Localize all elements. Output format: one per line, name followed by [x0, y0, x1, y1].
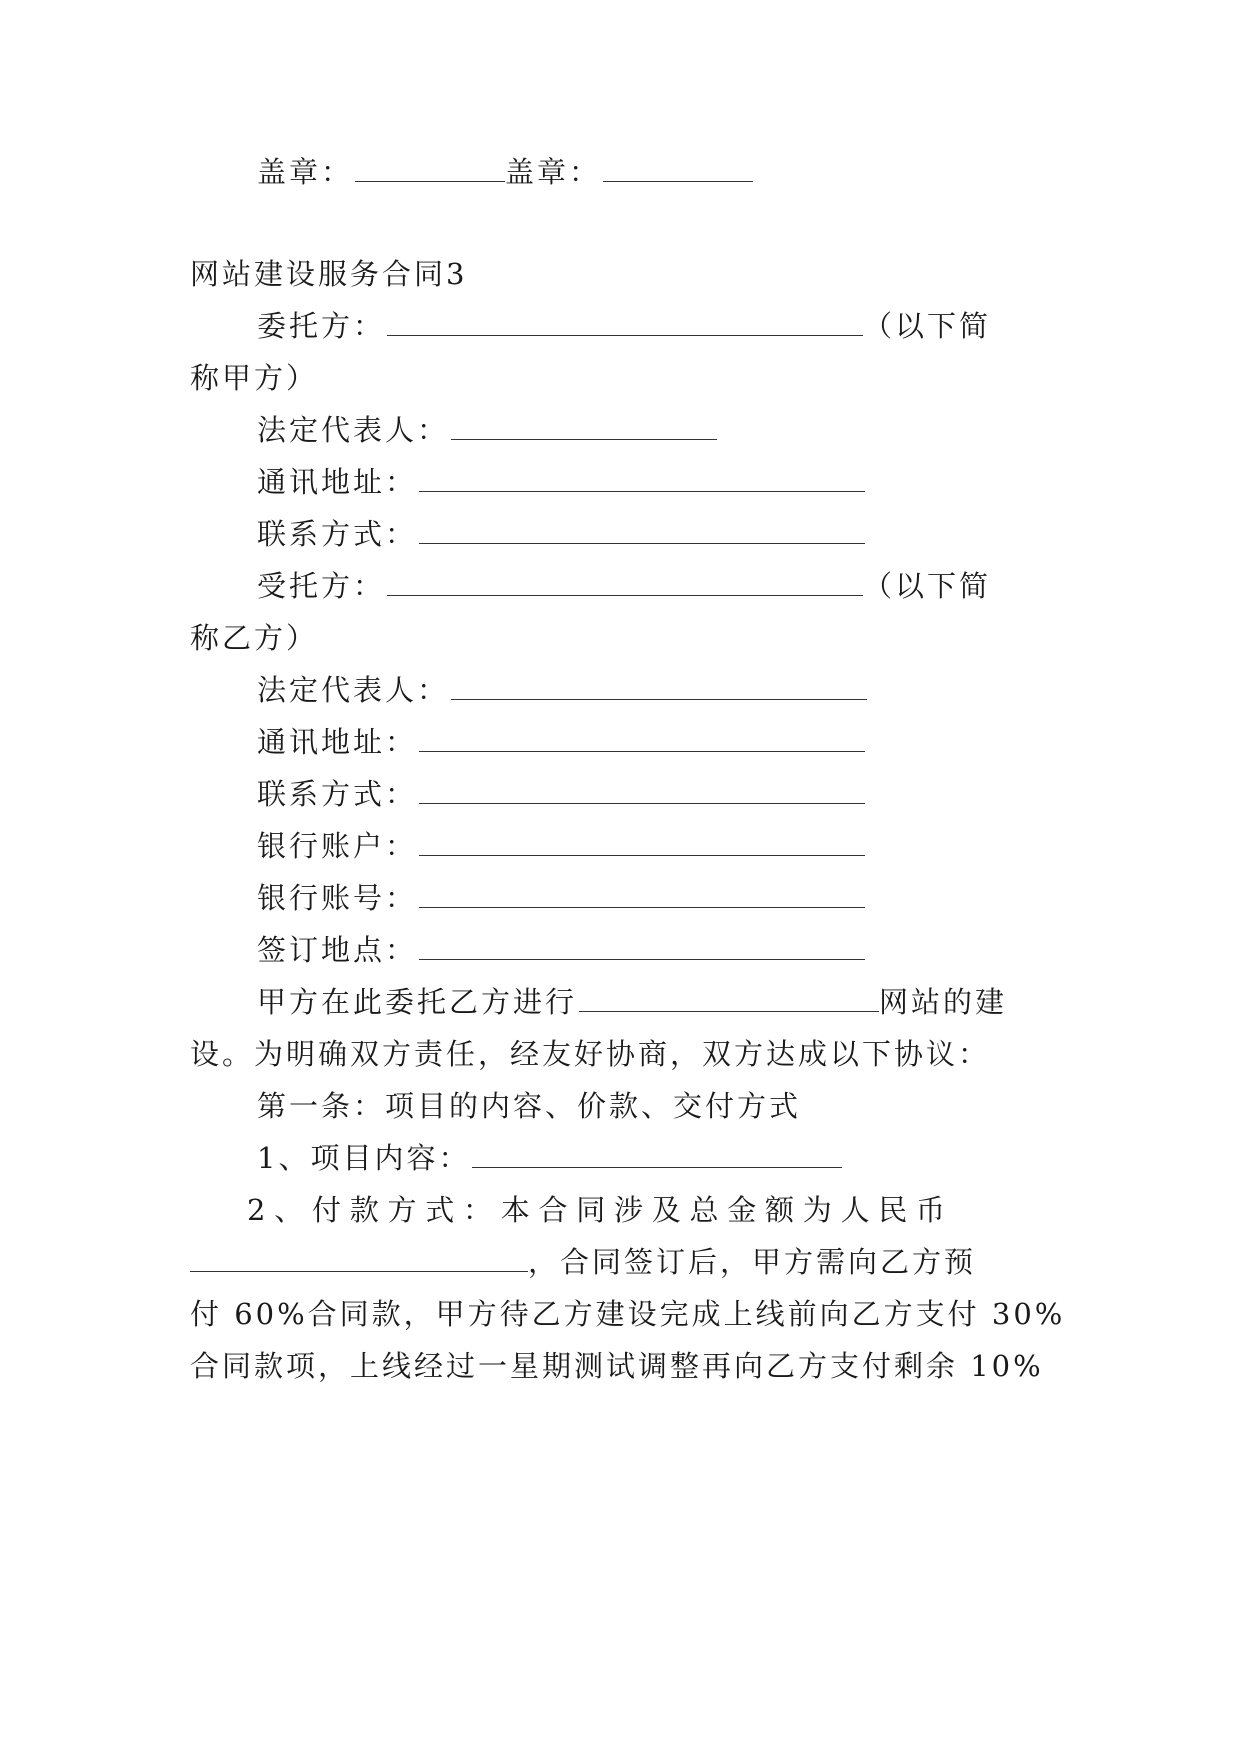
justified-char: 涉: [613, 1193, 643, 1227]
field-label: 法定代表人：: [257, 673, 450, 707]
field-label: 银行账户：: [257, 829, 418, 863]
field-label: 法定代表人：: [257, 413, 450, 447]
contractor-blank[interactable]: [387, 569, 863, 596]
article-1-item-2-line-1: [247, 1190, 945, 1230]
intro-line-1: [257, 982, 1007, 1022]
justified-char: 式: [425, 1193, 455, 1227]
intro-text-1: 甲方在此委托乙方进行: [257, 985, 578, 1019]
justified-char: 金: [727, 1193, 757, 1227]
justified-char: 同: [576, 1193, 606, 1227]
field-blank[interactable]: [419, 829, 865, 856]
item-label: 1、项目内容：: [257, 1141, 471, 1175]
field-blank[interactable]: [419, 881, 865, 908]
contractor-field-bank-account-name: [257, 826, 865, 866]
field-blank[interactable]: [419, 777, 865, 804]
justified-char: 总: [689, 1193, 719, 1227]
seal-label-party-a: 盖章：: [257, 155, 354, 189]
field-blank[interactable]: [419, 465, 865, 492]
field-label: 签订地点：: [257, 933, 418, 967]
article-1-heading: 第一条：项目的内容、价款、交付方式: [257, 1089, 802, 1123]
client-continuation: 称甲方）: [190, 361, 319, 395]
contractor-suffix: （以下简: [863, 569, 992, 603]
field-blank[interactable]: [419, 933, 865, 960]
justified-char: 付: [311, 1193, 341, 1227]
client-line: [257, 306, 991, 346]
intro-line-2: 设。为明确双方责任，经友好协商，双方达成以下协议：: [190, 1037, 991, 1071]
client-suffix: （以下简: [863, 309, 992, 343]
client-field-representative: [257, 410, 717, 450]
seal-line: [257, 152, 753, 192]
justified-char: 2: [247, 1193, 266, 1227]
field-blank[interactable]: [419, 517, 865, 544]
field-blank[interactable]: [451, 413, 717, 440]
contractor-continuation: 称乙方）: [190, 621, 319, 655]
justified-char: 方: [387, 1193, 417, 1227]
client-field-contact: [257, 514, 865, 554]
contractor-field-signing-place: [257, 930, 865, 970]
contractor-line: [257, 566, 991, 606]
project-content-blank[interactable]: [472, 1141, 842, 1168]
field-label: 通讯地址：: [257, 465, 418, 499]
justified-char: 本: [500, 1193, 530, 1227]
article-1-item-2-line-4: 合同款项，上线经过一星期测试调整再向乙方支付剩余 10%: [190, 1349, 1044, 1383]
contractor-field-address: [257, 722, 865, 762]
justified-char: ：: [462, 1193, 492, 1227]
justified-char: 民: [878, 1193, 908, 1227]
client-field-address: [257, 462, 865, 502]
justified-char: 额: [764, 1193, 794, 1227]
justified-char: 、: [274, 1193, 304, 1227]
field-label: 银行账号：: [257, 881, 418, 915]
client-label: 委托方：: [257, 309, 386, 343]
field-blank[interactable]: [451, 673, 867, 700]
article-1-item-2-line-3: 付 60%合同款，甲方待乙方建设完成上线前向乙方支付 30%: [190, 1297, 1066, 1331]
website-name-blank[interactable]: [579, 985, 879, 1012]
seal-blank-party-b[interactable]: [603, 155, 753, 182]
total-amount-blank[interactable]: [190, 1245, 528, 1272]
justified-char: 合: [538, 1193, 568, 1227]
article-1-item-1: [257, 1138, 842, 1178]
seal-label-party-b: 盖章：: [505, 155, 602, 189]
justified-char: 款: [349, 1193, 379, 1227]
contract-title: 网站建设服务合同3: [190, 257, 468, 291]
contractor-field-contact: [257, 774, 865, 814]
seal-blank-party-a[interactable]: [355, 155, 505, 182]
item-2-text-2: ，合同签订后，甲方需向乙方预: [528, 1245, 977, 1279]
contractor-label: 受托方：: [257, 569, 386, 603]
justified-char: 币: [915, 1193, 945, 1227]
field-label: 联系方式：: [257, 517, 418, 551]
client-blank[interactable]: [387, 309, 863, 336]
field-blank[interactable]: [419, 725, 865, 752]
contractor-field-bank-account-number: [257, 878, 865, 918]
justified-char: 为: [802, 1193, 832, 1227]
intro-text-2: 网站的建: [879, 985, 1008, 1019]
field-label: 联系方式：: [257, 777, 418, 811]
justified-char: 及: [651, 1193, 681, 1227]
field-label: 通讯地址：: [257, 725, 418, 759]
article-1-item-2-line-2: [190, 1242, 976, 1282]
justified-char: 人: [840, 1193, 870, 1227]
contractor-field-representative: [257, 670, 867, 710]
